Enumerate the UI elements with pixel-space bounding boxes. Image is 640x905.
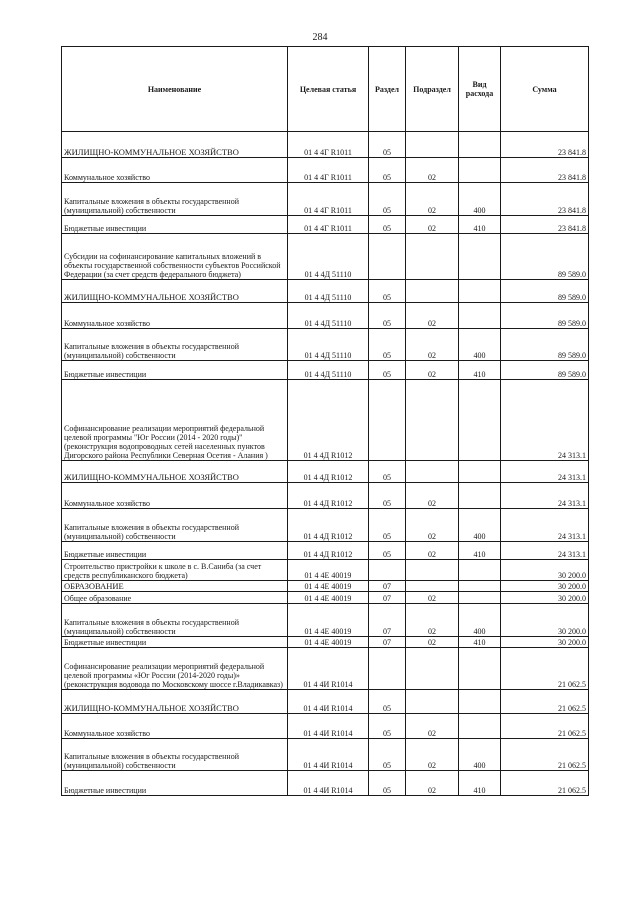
row-section (369, 648, 406, 690)
row-expense-type (459, 690, 501, 714)
row-target: 01 4 4Е 40019 (288, 592, 369, 604)
row-name: Капитальные вложения в объекты государственной (муниципальной) собственности (62, 329, 288, 361)
row-section: 05 (369, 132, 406, 158)
row-name: ОБРАЗОВАНИЕ (62, 581, 288, 592)
table-row (62, 690, 589, 714)
row-expense-type (459, 461, 501, 483)
row-expense-type (459, 714, 501, 739)
row-section: 05 (369, 216, 406, 234)
row-amount: 24 313.1 (501, 380, 589, 461)
row-subsection (406, 560, 459, 581)
row-section: 05 (369, 714, 406, 739)
row-name: Коммунальное хозяйство (62, 303, 288, 329)
row-name: Капитальные вложения в объекты государственной (муниципальной) собственности (62, 604, 288, 637)
row-subsection: 02 (406, 329, 459, 361)
table-row (62, 183, 589, 216)
row-subsection (406, 581, 459, 592)
row-target: 01 4 4Е 40019 (288, 581, 369, 592)
row-target: 01 4 4Е 40019 (288, 560, 369, 581)
table-header-row (62, 47, 589, 132)
row-target: 01 4 4Д 51110 (288, 234, 369, 280)
row-target: 01 4 4И R1014 (288, 739, 369, 771)
row-expense-type (459, 581, 501, 592)
row-amount: 24 313.1 (501, 509, 589, 542)
row-target: 01 4 4Г R1011 (288, 132, 369, 158)
table-row (62, 581, 589, 592)
table-row (62, 329, 589, 361)
row-section: 05 (369, 183, 406, 216)
row-section: 05 (369, 509, 406, 542)
row-section: 07 (369, 637, 406, 648)
row-target: 01 4 4И R1014 (288, 648, 369, 690)
row-name: ЖИЛИЩНО-КОММУНАЛЬНОЕ ХОЗЯЙСТВО (62, 132, 288, 158)
row-target: 01 4 4И R1014 (288, 771, 369, 796)
row-name: Капитальные вложения в объекты государственной (муниципальной) собственности (62, 183, 288, 216)
row-amount: 21 062.5 (501, 714, 589, 739)
table-row (62, 648, 589, 690)
header-target: Целевая статья (288, 47, 369, 132)
table-row (62, 461, 589, 483)
row-subsection: 02 (406, 714, 459, 739)
row-amount: 24 313.1 (501, 483, 589, 509)
row-expense-type (459, 303, 501, 329)
row-expense-type: 400 (459, 183, 501, 216)
row-section: 05 (369, 303, 406, 329)
row-target: 01 4 4Г R1011 (288, 216, 369, 234)
row-section: 05 (369, 690, 406, 714)
row-name: Строительство пристройки к школе в с. В.Саниба (за счет средств республиканского бюджета) (62, 560, 288, 581)
header-name: Наименование (62, 47, 288, 132)
table-row (62, 739, 589, 771)
table-row (62, 361, 589, 380)
row-amount: 24 313.1 (501, 461, 589, 483)
budget-table (61, 46, 589, 796)
table-row (62, 234, 589, 280)
table-body (62, 132, 589, 796)
row-expense-type: 410 (459, 216, 501, 234)
row-target: 01 4 4Е 40019 (288, 604, 369, 637)
row-expense-type (459, 158, 501, 183)
row-expense-type: 400 (459, 604, 501, 637)
table-row (62, 303, 589, 329)
row-expense-type (459, 280, 501, 303)
row-expense-type (459, 380, 501, 461)
row-target: 01 4 4И R1014 (288, 690, 369, 714)
row-expense-type (459, 132, 501, 158)
row-section: 05 (369, 739, 406, 771)
row-section: 05 (369, 542, 406, 560)
row-amount: 21 062.5 (501, 648, 589, 690)
row-target: 01 4 4Е 40019 (288, 637, 369, 648)
row-subsection: 02 (406, 637, 459, 648)
table-row (62, 637, 589, 648)
row-name: Бюджетные инвестиции (62, 771, 288, 796)
row-subsection: 02 (406, 771, 459, 796)
row-name: Бюджетные инвестиции (62, 637, 288, 648)
row-expense-type (459, 483, 501, 509)
row-target: 01 4 4И R1014 (288, 714, 369, 739)
row-section (369, 560, 406, 581)
row-target: 01 4 4Д 51110 (288, 329, 369, 361)
row-name: Общее образование (62, 592, 288, 604)
row-name: Коммунальное хозяйство (62, 714, 288, 739)
row-subsection: 02 (406, 303, 459, 329)
row-expense-type (459, 648, 501, 690)
row-expense-type: 410 (459, 542, 501, 560)
row-amount: 23 841.8 (501, 132, 589, 158)
row-amount: 23 841.8 (501, 158, 589, 183)
row-amount: 30 200.0 (501, 581, 589, 592)
row-amount: 30 200.0 (501, 592, 589, 604)
row-name: ЖИЛИЩНО-КОММУНАЛЬНОЕ ХОЗЯЙСТВО (62, 690, 288, 714)
row-amount: 89 589.0 (501, 329, 589, 361)
row-expense-type: 400 (459, 509, 501, 542)
row-expense-type: 410 (459, 637, 501, 648)
row-name: Софинансирование реализации мероприятий федеральной целевой программы "Юг России (2014 - 2020 годы)" (реконструкция водопроводных сетей населенных пунктов Дигорского района Республики Северная Осетия - Алания ) (62, 380, 288, 461)
row-amount: 30 200.0 (501, 560, 589, 581)
page-number: 284 (312, 32, 328, 43)
row-target: 01 4 4Д 51110 (288, 361, 369, 380)
row-subsection (406, 280, 459, 303)
row-section: 05 (369, 280, 406, 303)
row-name: Капитальные вложения в объекты государственной (муниципальной) собственности (62, 739, 288, 771)
row-expense-type: 410 (459, 771, 501, 796)
table-row (62, 560, 589, 581)
table-row (62, 380, 589, 461)
row-subsection: 02 (406, 216, 459, 234)
row-expense-type (459, 234, 501, 280)
row-subsection: 02 (406, 604, 459, 637)
table-row (62, 216, 589, 234)
row-subsection: 02 (406, 158, 459, 183)
row-subsection (406, 648, 459, 690)
row-amount: 89 589.0 (501, 234, 589, 280)
row-subsection: 02 (406, 483, 459, 509)
row-section: 05 (369, 329, 406, 361)
row-name: Бюджетные инвестиции (62, 542, 288, 560)
row-subsection: 02 (406, 509, 459, 542)
row-name: Бюджетные инвестиции (62, 216, 288, 234)
table-row (62, 604, 589, 637)
header-amount: Сумма (501, 47, 589, 132)
row-amount: 30 200.0 (501, 604, 589, 637)
row-section: 05 (369, 771, 406, 796)
row-amount: 21 062.5 (501, 771, 589, 796)
row-subsection (406, 461, 459, 483)
row-section (369, 234, 406, 280)
row-section (369, 380, 406, 461)
row-name: Коммунальное хозяйство (62, 158, 288, 183)
header-section: Раздел (369, 47, 406, 132)
row-subsection: 02 (406, 739, 459, 771)
row-name: Бюджетные инвестиции (62, 361, 288, 380)
header-expense-type: Вид расхода (459, 47, 501, 132)
row-target: 01 4 4Д R1012 (288, 461, 369, 483)
row-target: 01 4 4Д R1012 (288, 509, 369, 542)
row-section: 07 (369, 604, 406, 637)
table-row (62, 158, 589, 183)
row-section: 05 (369, 483, 406, 509)
row-expense-type: 400 (459, 329, 501, 361)
row-amount: 89 589.0 (501, 280, 589, 303)
row-amount: 89 589.0 (501, 303, 589, 329)
table-row (62, 483, 589, 509)
row-expense-type (459, 560, 501, 581)
row-name: Капитальные вложения в объекты государственной (муниципальной) собственности (62, 509, 288, 542)
row-subsection: 02 (406, 183, 459, 216)
row-target: 01 4 4Д R1012 (288, 542, 369, 560)
header-subsection: Подраздел (406, 47, 459, 132)
table-row (62, 714, 589, 739)
row-subsection: 02 (406, 361, 459, 380)
row-amount: 89 589.0 (501, 361, 589, 380)
row-section: 05 (369, 361, 406, 380)
row-section: 07 (369, 592, 406, 604)
row-subsection: 02 (406, 542, 459, 560)
table-row (62, 592, 589, 604)
row-amount: 21 062.5 (501, 690, 589, 714)
row-name: Субсидии на софинансирование капитальных вложений в объекты государственной собственности субъектов Российской Федерации (за счет средств федерального бюджета) (62, 234, 288, 280)
row-amount: 30 200.0 (501, 637, 589, 648)
row-amount: 23 841.8 (501, 183, 589, 216)
row-subsection (406, 690, 459, 714)
row-target: 01 4 4Д 51110 (288, 280, 369, 303)
row-section: 05 (369, 461, 406, 483)
row-subsection (406, 132, 459, 158)
row-target: 01 4 4Г R1011 (288, 158, 369, 183)
row-amount: 23 841.8 (501, 216, 589, 234)
row-section: 07 (369, 581, 406, 592)
row-subsection (406, 234, 459, 280)
row-expense-type: 410 (459, 361, 501, 380)
row-name: ЖИЛИЩНО-КОММУНАЛЬНОЕ ХОЗЯЙСТВО (62, 280, 288, 303)
table-row (62, 542, 589, 560)
row-target: 01 4 4Д 51110 (288, 303, 369, 329)
table-row (62, 771, 589, 796)
row-expense-type: 400 (459, 739, 501, 771)
table-row (62, 132, 589, 158)
row-name: Софинансирование реализации мероприятий федеральной целевой программы «Юг России (2014-2020 годы)» (реконструкция водовода по Московскому шоссе г.Владикавказ) (62, 648, 288, 690)
row-target: 01 4 4Г R1011 (288, 183, 369, 216)
row-amount: 21 062.5 (501, 739, 589, 771)
table-row (62, 280, 589, 303)
row-subsection (406, 380, 459, 461)
row-name: ЖИЛИЩНО-КОММУНАЛЬНОЕ ХОЗЯЙСТВО (62, 461, 288, 483)
row-name: Коммунальное хозяйство (62, 483, 288, 509)
row-subsection: 02 (406, 592, 459, 604)
table-row (62, 509, 589, 542)
row-target: 01 4 4Д R1012 (288, 380, 369, 461)
row-section: 05 (369, 158, 406, 183)
row-amount: 24 313.1 (501, 542, 589, 560)
row-target: 01 4 4Д R1012 (288, 483, 369, 509)
row-expense-type (459, 592, 501, 604)
